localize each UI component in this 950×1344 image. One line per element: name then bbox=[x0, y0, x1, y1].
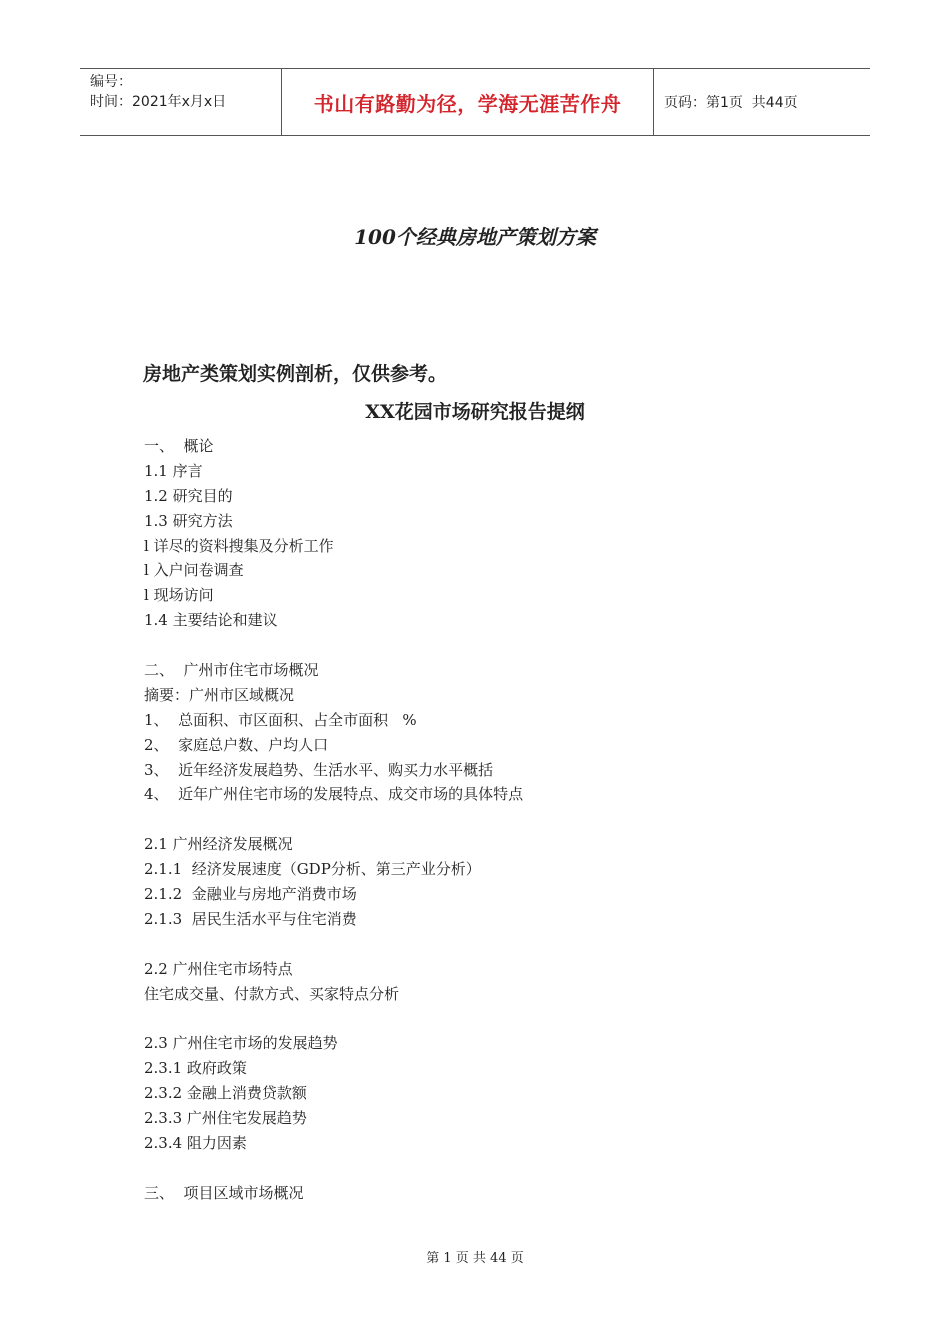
outline-line: 2.2 广州住宅市场特点 bbox=[144, 959, 293, 978]
outline-line: 2.3.1 政府政策 bbox=[144, 1059, 247, 1078]
outline-line: 2.1.2 金融业与房地产消费市场 bbox=[144, 885, 357, 904]
outline-list bbox=[144, 434, 523, 1206]
outline-line: 2.3.4 阻力因素 bbox=[144, 1133, 247, 1152]
header-motto: 书山有路勤为径，学海无涯苦作舟 bbox=[281, 69, 654, 135]
outline-line: 2.1.3 居民生活水平与住宅消费 bbox=[144, 909, 357, 928]
outline-line bbox=[144, 807, 523, 832]
outline-line: 4、 近年广州住宅市场的发展特点、成交市场的具体特点 bbox=[144, 785, 524, 804]
outline-line: 2.3.3 广州住宅发展趋势 bbox=[144, 1109, 307, 1128]
outline-line: 1.4 主要结论和建议 bbox=[144, 611, 278, 630]
outline-line: l 入户问卷调查 bbox=[144, 561, 244, 580]
document-title: 100个经典房地产策划方案 bbox=[354, 225, 596, 249]
outline-line: l 现场访问 bbox=[144, 586, 214, 605]
time-label: 时间：2021年x月x日 bbox=[90, 94, 227, 110]
outline-line: 摘要：广州市区域概况 bbox=[144, 685, 295, 704]
outline-line: 2、 家庭总户数、户均人口 bbox=[144, 735, 329, 754]
outline-line bbox=[144, 932, 523, 957]
page-info-text: 页码：第1页 共44页 bbox=[664, 95, 798, 111]
outline-line: 1.1 序言 bbox=[144, 461, 203, 480]
outline-line: 三、 项目区域市场概况 bbox=[144, 1183, 304, 1202]
outline-line: 3、 近年经济发展趋势、生活水平、购买力水平概括 bbox=[144, 760, 494, 779]
outline-line: 1.2 研究目的 bbox=[144, 486, 233, 505]
outline-line: 2.1.1 经济发展速度（GDP分析、第三产业分析） bbox=[144, 860, 481, 879]
header-meta bbox=[80, 69, 281, 135]
header-page-info bbox=[654, 69, 870, 135]
page-footer: 第 1 页 共 44 页 bbox=[426, 1251, 524, 1266]
outline-line bbox=[144, 1006, 523, 1031]
outline-line: 1.3 研究方法 bbox=[144, 511, 233, 530]
outline-line bbox=[144, 1156, 523, 1181]
outline-line: 1、 总面积、市区面积、占全市面积 % bbox=[144, 710, 417, 729]
outline-line: 2.3 广州住宅市场的发展趋势 bbox=[144, 1034, 338, 1053]
report-title: XX花园市场研究报告提纲 bbox=[365, 401, 585, 423]
outline-line: 二、 广州市住宅市场概况 bbox=[144, 661, 319, 680]
intro-text: 房地产类策划实例剖析，仅供参考。 bbox=[143, 363, 448, 385]
outline-line: 2.3.2 金融上消费贷款额 bbox=[144, 1084, 307, 1103]
outline-line: 2.1 广州经济发展概况 bbox=[144, 835, 293, 854]
outline-line bbox=[144, 633, 523, 658]
outline-line: 住宅成交量、付款方式、买家特点分析 bbox=[144, 984, 400, 1003]
outline-line: l 详尽的资料搜集及分析工作 bbox=[144, 536, 334, 555]
outline-line: 一、 概论 bbox=[144, 437, 214, 455]
document-header bbox=[80, 68, 870, 136]
number-label: 编号： bbox=[90, 74, 132, 90]
